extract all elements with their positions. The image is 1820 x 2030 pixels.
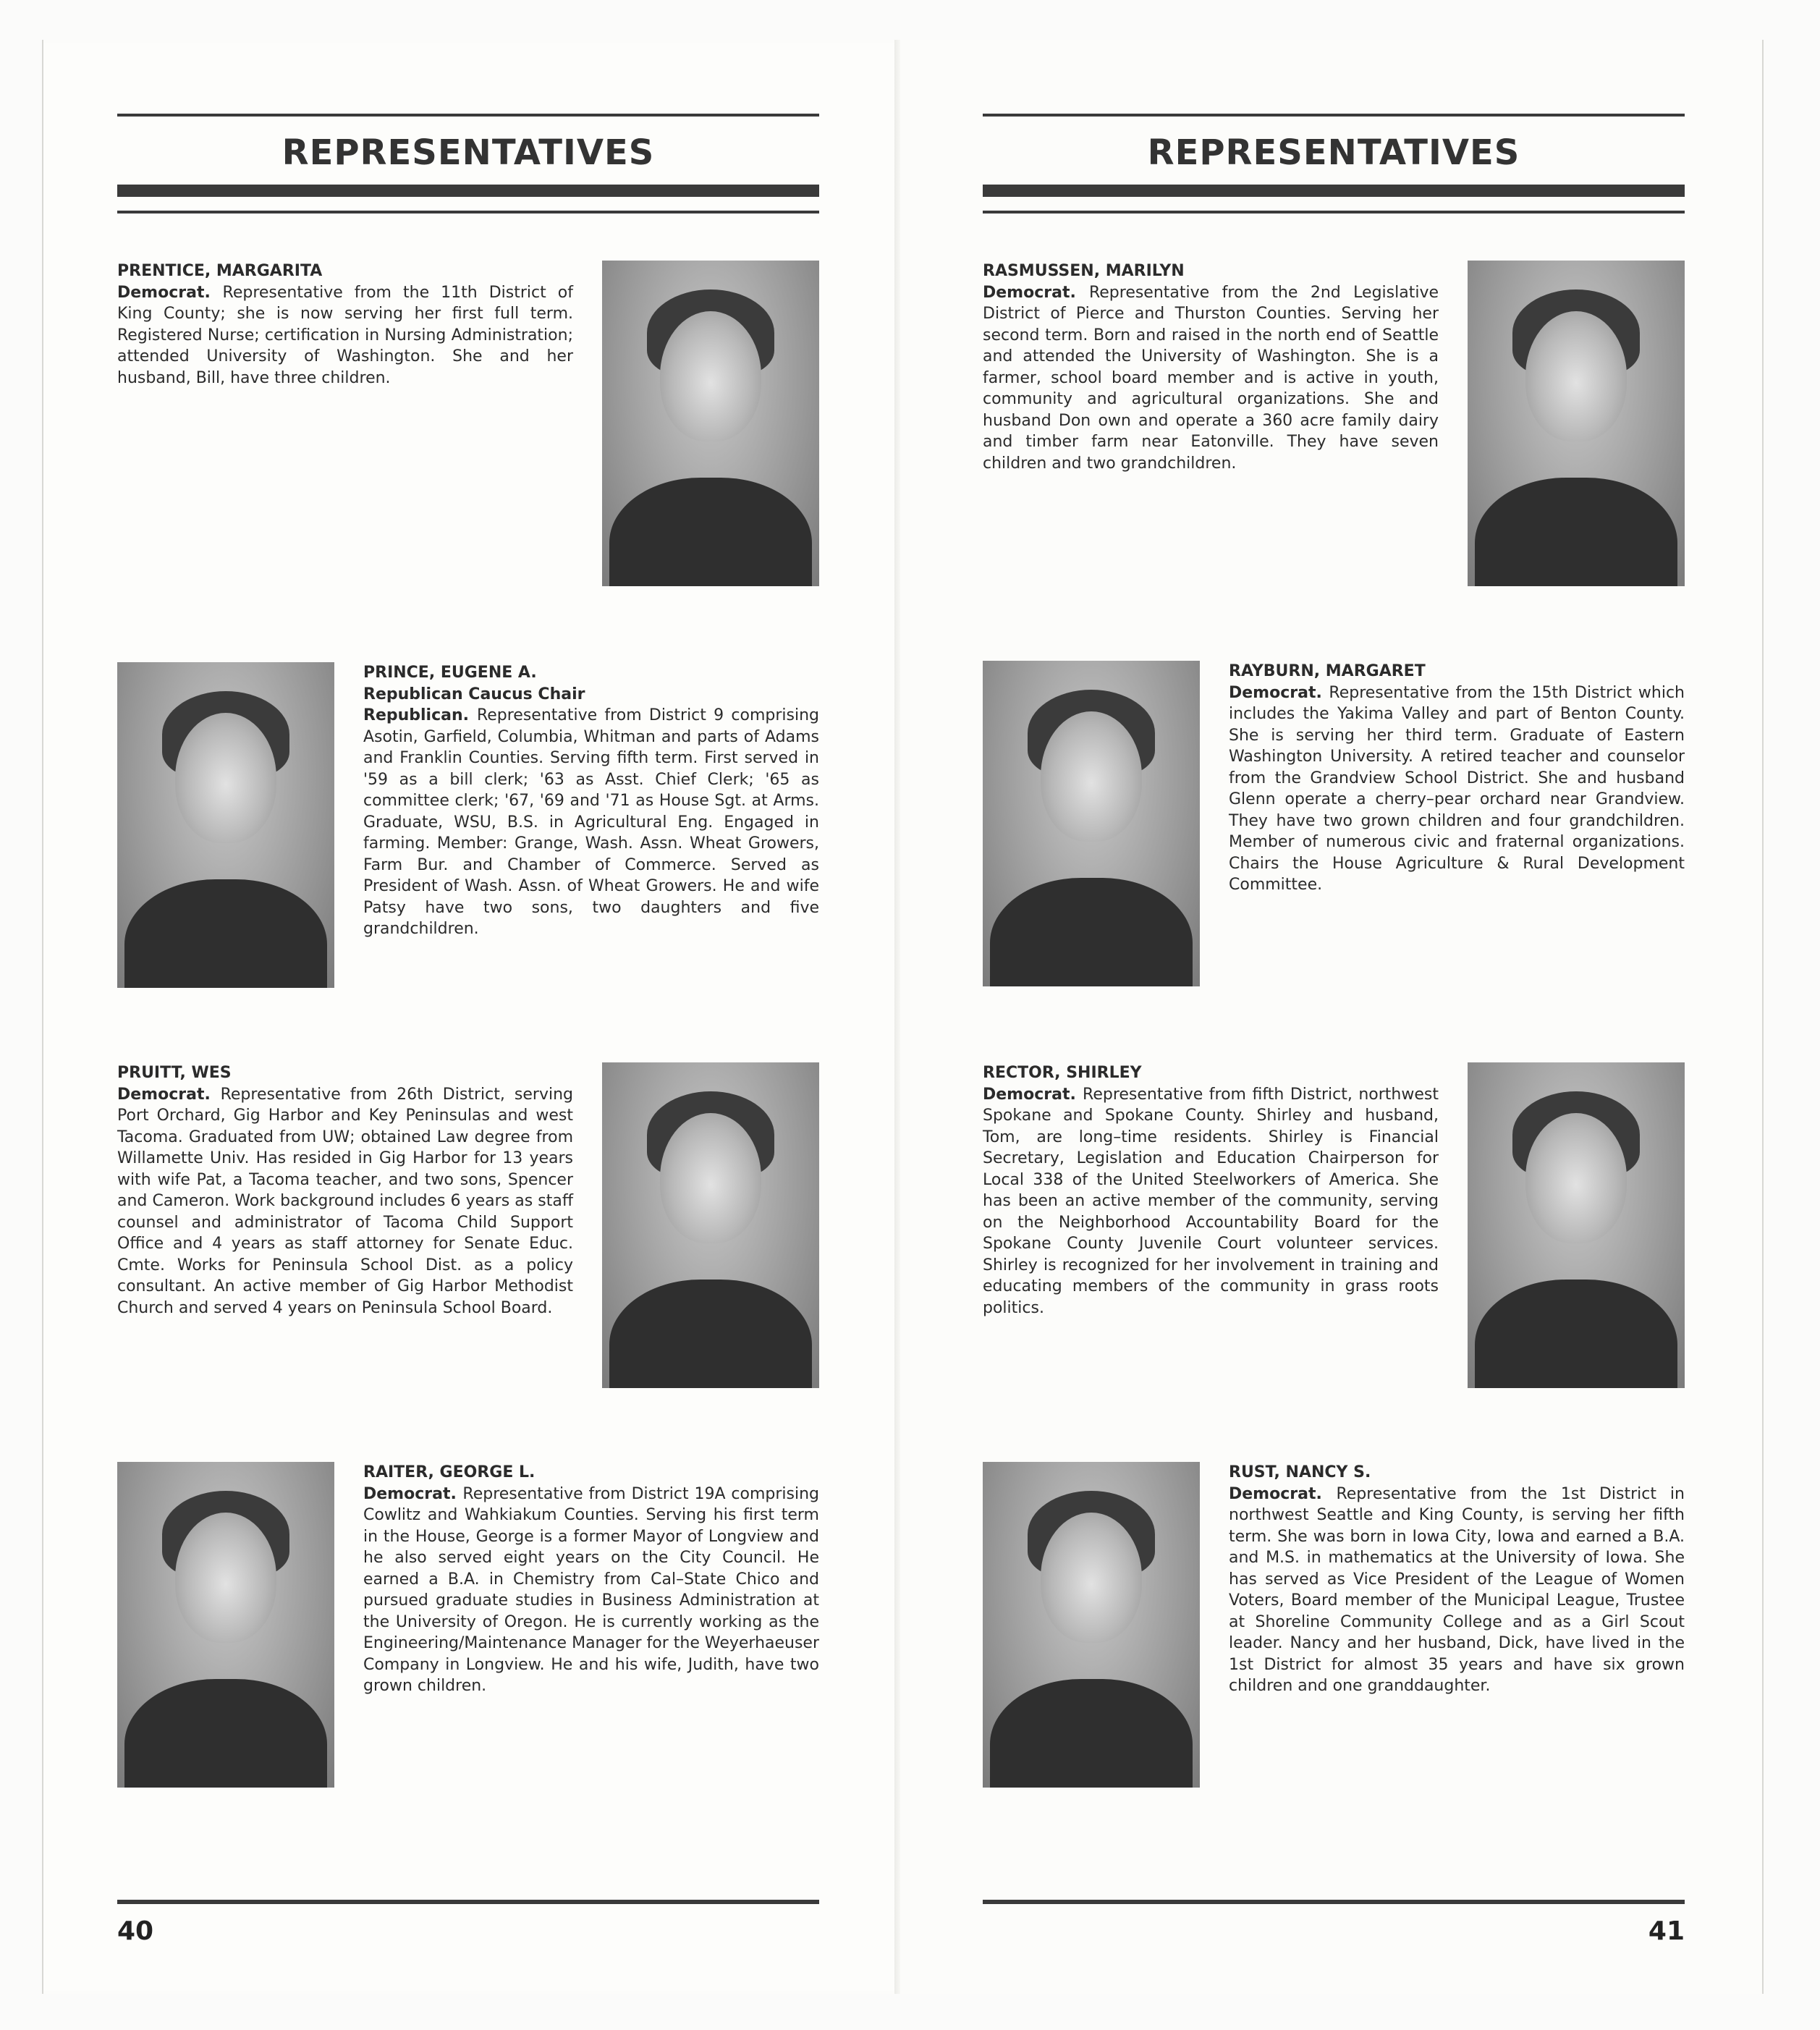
portrait-photo <box>602 1062 819 1388</box>
right-page-content <box>983 0 1685 2030</box>
section-title: REPRESENTATIVES <box>1147 132 1520 173</box>
representative-entry-prentice <box>117 261 819 586</box>
entry-text <box>1229 661 1685 896</box>
portrait-photo <box>117 1462 334 1788</box>
representative-entry-rust <box>983 1462 1685 1788</box>
representative-entry-rasmussen <box>983 261 1685 586</box>
representative-name: RAITER, GEORGE L. <box>363 1463 536 1481</box>
representative-name: PRENTICE, MARGARITA <box>117 262 323 280</box>
party-label: Democrat. <box>1229 1484 1337 1503</box>
entry-text <box>117 261 573 389</box>
page-number: 41 <box>1648 1916 1685 1946</box>
left-page-content <box>117 0 819 2030</box>
representative-entry-pruitt <box>117 1062 819 1388</box>
page-number: 40 <box>117 1916 154 1946</box>
representative-name: PRINCE, EUGENE A. <box>363 664 537 682</box>
party-label: Republican. <box>363 706 477 724</box>
representative-bio: Representative from District 19A comprising Cowlitz and Wahkiakum Counties. Serving his first term in the House, George is a former Mayor of Longview and he also served eight years on the City Council. He earned a B.A. in Chemistry from Cal–State Chico and pursued graduate studies in Business Administration at the University of Oregon. He is currently working as the Engineering/Maintenance Manager for the Weyerhaeuser Company in Longview. He and his wife, Judith, have two grown children. <box>363 1484 820 1695</box>
representative-bio: Representative from the 1st District in northwest Seattle and King County, is serving her fifth term. She was born in Iowa City, Iowa and earned a B.A. and M.S. in mathematics at the University of Iowa. She has served as Vice President of the League of Women Voters, Board member of the Municipal League, Trustee at Shoreline Community College and as a Girl Scout leader. Nancy and her husband, Dick, have lived in the 1st District for almost 35 years and have six grown children and one granddaughter. <box>1229 1484 1685 1695</box>
header-top-rule <box>983 114 1685 117</box>
header-top-rule <box>117 114 819 117</box>
representative-name: RASMUSSEN, MARILYN <box>983 262 1185 280</box>
party-label: Democrat. <box>983 1085 1083 1104</box>
header-thick-rule <box>117 185 819 197</box>
header-thin-rule <box>117 211 819 213</box>
representative-entry-rayburn <box>983 661 1685 986</box>
entry-text <box>363 1462 819 1697</box>
book-gutter <box>894 40 900 1994</box>
representative-name: PRUITT, WES <box>117 1064 232 1082</box>
entry-text <box>117 1062 573 1319</box>
representative-bio: Representative from District 9 comprising Asotin, Garfield, Columbia, Whitman and parts of Adams and Franklin Counties. Serving fifth term. First served in '59 as a bill clerk; '63 as Asst. Chief Clerk; '65 as committee clerk; '67, '69 and '71 as House Sgt. at Arms. Graduate, WSU, B.S. in Agricultural Eng. Engaged in farming. Member: Grange, Wash. Assn. Wheat Growers, Farm Bur. and Chamber of Commerce. Served as President of Wash. Assn. of Wheat Growers. He and wife Patsy have two sons, two daughters and five grandchildren. <box>363 706 820 938</box>
entry-text <box>1229 1462 1685 1697</box>
party-label: Democrat. <box>1229 683 1329 702</box>
section-title: REPRESENTATIVES <box>282 132 655 173</box>
representative-bio: Representative from 26th District, serving Port Orchard, Gig Harbor and Key Peninsulas and west Tacoma. Graduated from UW; obtained Law degree from Willamette Univ. Has resided in Gig Harbor for 13 years with wife Pat, a Tacoma teacher, and two sons, Spencer and Cameron. Work background includes 6 years as staff counsel and administrator of Tacoma Child Support Office and 4 years as staff attorney for Senate Educ. Cmte. Works for Peninsula School Dist. as a policy consultant. An active member of Gig Harbor Methodist Church and served 4 years on Peninsula School Board. <box>117 1085 573 1317</box>
representative-entry-prince <box>117 662 819 988</box>
party-label: Democrat. <box>363 1484 463 1503</box>
entry-text <box>983 261 1439 474</box>
party-label: Democrat. <box>983 283 1089 302</box>
portrait-photo <box>983 1462 1200 1788</box>
representative-name: RECTOR, SHIRLEY <box>983 1064 1142 1082</box>
representative-title: Republican Caucus Chair <box>363 685 585 703</box>
representative-bio: Representative from the 2nd Legislative District of Pierce and Thurston Counties. Serving her second term. Born and raised in the north end of Seattle and attended the University of Washington. She is a farmer, school board member and is active in youth, community and agricultural organizations. She and husband Don own and operate a 360 acre family dairy and timber farm near Eatonville. They have seven children and two grandchildren. <box>983 283 1439 473</box>
header-thick-rule <box>983 185 1685 197</box>
representative-entry-rector <box>983 1062 1685 1388</box>
representative-bio: Representative from the 15th District which includes the Yakima Valley and part of Benton County. She is serving her third term. Graduate of Eastern Washington University. A retired teacher and counselor from the Grandview School District. She and husband Glenn operate a cherry–pear orchard near Grandview. They have two grown children and four grandchildren. Member of numerous civic and fraternal organizations. Chairs the House Agriculture & Rural Development Committee. <box>1229 683 1685 894</box>
representative-name: RAYBURN, MARGARET <box>1229 662 1426 680</box>
party-label: Democrat. <box>117 283 223 302</box>
portrait-photo <box>983 661 1200 986</box>
header-thin-rule <box>983 211 1685 213</box>
footer-rule <box>983 1900 1685 1904</box>
representative-bio: Representative from the 11th District of King County; she is now serving her first full term. Registered Nurse; certification in Nursing Administration; attended University of Washington. She and her husband, Bill, have three children. <box>117 283 573 387</box>
representative-bio: Representative from fifth District, northwest Spokane and Spokane County. Shirley and husband, Tom, are long–time residents. Shirley is Financial Secretary, Legislation and Education Chairperson for Local 338 of the United Steelworkers of America. She has been an active member of the community, serving on the Neighborhood Accountability Board for the Spokane County Juvenile Court volunteer services. Shirley is recognized for her involvement in training and educating members of the community in grass roots politics. <box>983 1085 1439 1317</box>
portrait-photo <box>1468 1062 1685 1388</box>
entry-text <box>983 1062 1439 1319</box>
entry-text <box>363 662 819 940</box>
representative-name: RUST, NANCY S. <box>1229 1463 1371 1481</box>
portrait-photo <box>1468 261 1685 586</box>
representative-entry-raiter <box>117 1462 819 1788</box>
portrait-photo <box>602 261 819 586</box>
footer-rule <box>117 1900 819 1904</box>
party-label: Democrat. <box>117 1085 221 1104</box>
portrait-photo <box>117 662 334 988</box>
